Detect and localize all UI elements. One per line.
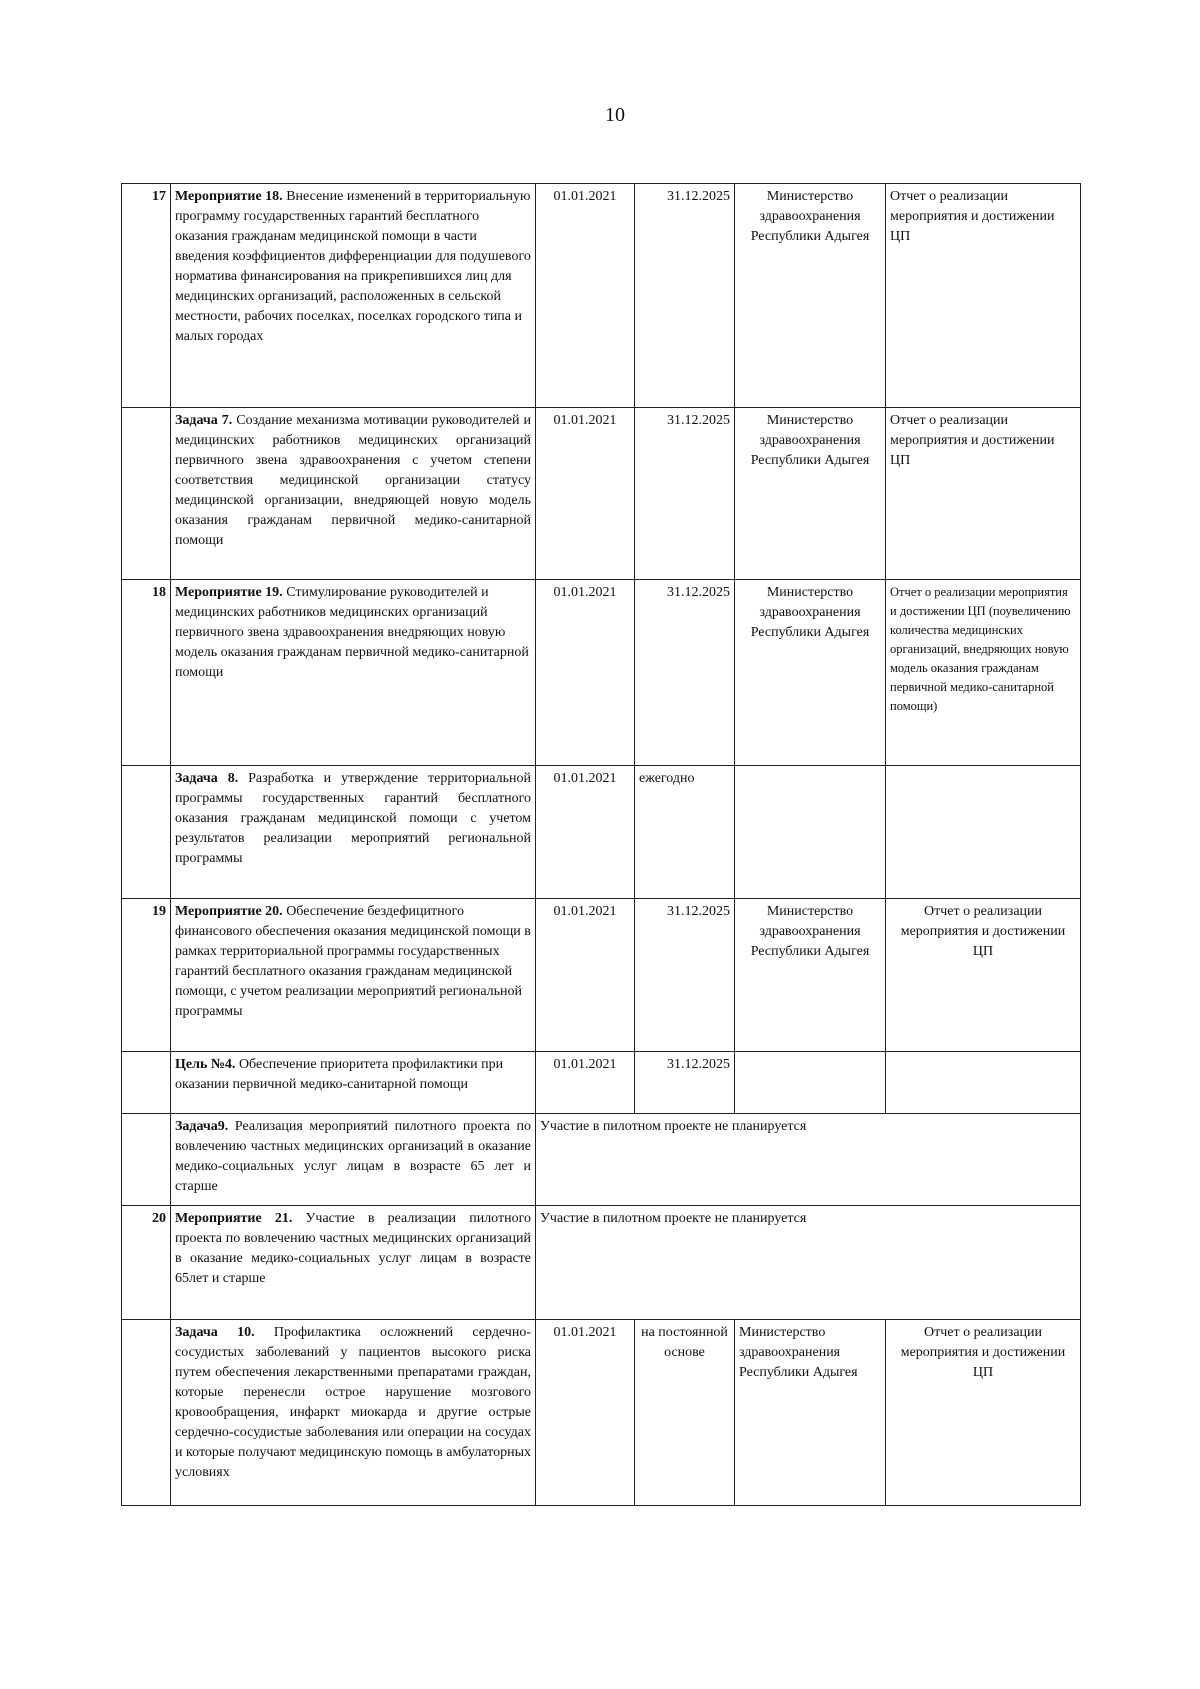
row-lead: Задача 8. [175,771,239,786]
table-row [122,1206,1081,1320]
row-text: Обеспечение приоритета профилактики при оказании первичной медико-санитарной помощи [175,1057,504,1092]
row-lead: Мероприятие 20. [175,904,283,919]
row-text: Разработка и утверждение территориальной программы государственных гарантий бесплатного оказания гражданам медицинской помощи с учетом результатов реализации мероприятий региональной программы [175,771,532,866]
row-text: Внесение изменений в территориальную программу государственных гарантий бесплатного оказания гражданам медицинской помощи в части введения коэффициентов дифференциации для подушевого норматива финансирования на прикрепившихся лиц для медицинских организаций, расположенных в сельской местности, рабочих поселках, поселках городского типа и малых городах [175,189,531,344]
row-number [122,766,171,899]
row-lead: Задача 10. [175,1325,255,1340]
row-number [122,408,171,580]
row-executor: Министерство здравоохранения Республики Адыгея [735,580,886,766]
plan-table [121,183,1081,1506]
row-start-date: 01.01.2021 [536,1320,635,1506]
row-executor: Министерство здравоохранения Республики Адыгея [735,184,886,408]
row-description [171,580,536,766]
row-end-date: 31.12.2025 [635,899,735,1052]
row-lead: Мероприятие 18. [175,189,283,204]
row-lead: Задача 7. [175,413,233,428]
row-executor: Министерство здравоохранения Республики Адыгея [735,408,886,580]
row-text: Стимулирование руководителей и медицинских работников медицинских организаций первичного звена здравоохранения внедряющих новую модель оказания гражданам первичной медико-санитарной помощи [175,585,529,680]
row-lead: Мероприятие 21. [175,1211,293,1226]
row-start-date: 01.01.2021 [536,580,635,766]
row-text: Участие в реализации пилотного проекта по вовлечению частных медицинских организаций в оказание медико-социальных услуг лицам в возрасте 65лет и старше [175,1211,531,1286]
row-text: Профилактика осложнений сердечно-сосудистых заболеваний у пациентов высокого риска путем обеспечения лекарственными препаратами граждан, которые перенесли острое нарушение мозгового кровообращения, инфаркт миокарда и другие острые сердечно-сосудистые заболевания или операции на сосудах и которые получают медицинскую помощь в амбулаторных условиях [175,1325,531,1480]
row-text: Реализация мероприятий пилотного проекта по вовлечению частных медицинских организаций в оказание медико-социальных услуг лицам в возрасте 65 лет и старше [175,1119,531,1194]
row-number [122,1052,171,1114]
row-description [171,1114,536,1206]
row-end-date: 31.12.2025 [635,1052,735,1114]
row-number [122,1320,171,1506]
row-end-date: 31.12.2025 [635,408,735,580]
row-description [171,1206,536,1320]
row-result: Отчет о реализации мероприятия и достижении ЦП [886,899,1081,1052]
row-result: Отчет о реализации мероприятия и достижении ЦП (поувеличению количества медицинских организаций, внедряющих новую модель оказания гражданам первичной медико-санитарной помощи) [886,580,1081,766]
row-note: Участие в пилотном проекте не планируется [536,1114,1081,1206]
table-row [122,899,1081,1052]
row-result [886,1052,1081,1114]
row-lead: Цель №4. [175,1057,236,1072]
row-start-date: 01.01.2021 [536,184,635,408]
row-end-date: 31.12.2025 [635,184,735,408]
table-row [122,408,1081,580]
row-executor: Министерство здравоохранения Республики Адыгея [735,1320,886,1506]
row-number [122,1114,171,1206]
table-row [122,184,1081,408]
row-end-date: ежегодно [635,766,735,899]
row-description [171,766,536,899]
row-text: Обеспечение бездефицитного финансового обеспечения оказания медицинской помощи в рамках территориальной программы государственных гарантий бесплатного оказания гражданам медицинской помощи, с учетом реализации мероприятий региональной программы [175,904,531,1019]
row-result [886,766,1081,899]
row-executor: Министерство здравоохранения Республики Адыгея [735,899,886,1052]
page-number: 10 [605,104,625,126]
row-lead: Задача9. [175,1119,229,1134]
table-row [122,1114,1081,1206]
row-end-date: 31.12.2025 [635,580,735,766]
row-description [171,408,536,580]
row-start-date: 01.01.2021 [536,408,635,580]
row-lead: Мероприятие 19. [175,585,283,600]
table-row [122,1320,1081,1506]
table-row [122,580,1081,766]
row-note: Участие в пилотном проекте не планируется [536,1206,1081,1320]
row-start-date: 01.01.2021 [536,1052,635,1114]
row-executor [735,766,886,899]
row-end-date: на постоянной основе [635,1320,735,1506]
row-executor [735,1052,886,1114]
row-description [171,1052,536,1114]
row-description [171,899,536,1052]
row-result: Отчет о реализации мероприятия и достижении ЦП [886,1320,1081,1506]
table-row [122,766,1081,899]
row-start-date: 01.01.2021 [536,766,635,899]
row-number: 18 [122,580,171,766]
row-number: 19 [122,899,171,1052]
table-row [122,1052,1081,1114]
row-number: 20 [122,1206,171,1320]
row-text: Создание механизма мотивации руководителей и медицинских работников медицинских организаций первичного звена здравоохранения с учетом степени соответствия медицинской организации статусу медицинской организации, внедряющей новую модель оказания гражданам первичной медико-санитарной помощи [175,413,531,548]
row-description [171,1320,536,1506]
row-result: Отчет о реализации мероприятия и достижении ЦП [886,184,1081,408]
row-description [171,184,536,408]
row-result: Отчет о реализации мероприятия и достижении ЦП [886,408,1081,580]
row-number: 17 [122,184,171,408]
row-start-date: 01.01.2021 [536,899,635,1052]
